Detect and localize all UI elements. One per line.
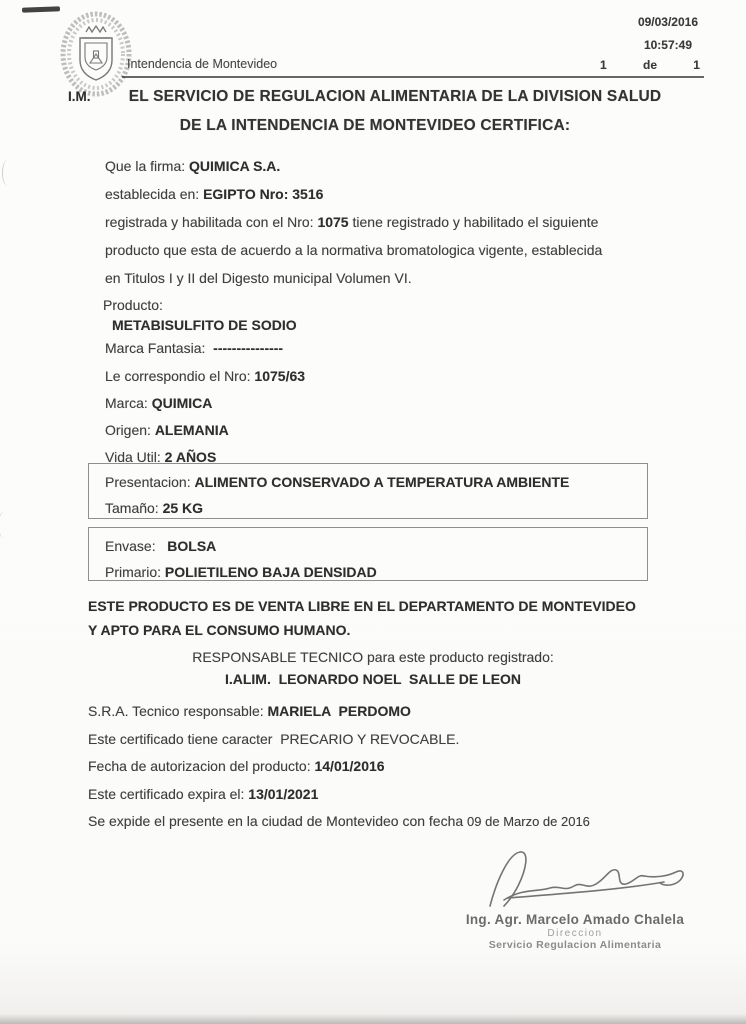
firm-value: QUIMICA S.A. bbox=[189, 158, 281, 174]
org-name: Intendencia de Montevideo bbox=[127, 57, 278, 71]
address-label: establecida en: bbox=[105, 186, 204, 202]
brand-value: QUIMICA bbox=[151, 395, 213, 411]
brand-fantasy-label: Marca Fantasia: bbox=[105, 340, 214, 356]
certificate-title-line1: EL SERVICIO DE REGULACION ALIMENTARIA DE LA DIVISION SALUD bbox=[128, 88, 662, 105]
shelf-life-label: Vida Util: bbox=[105, 449, 165, 465]
address-value: EGIPTO Nro: 3516 bbox=[203, 186, 324, 202]
primary-packaging-label: Primario: bbox=[105, 564, 165, 580]
coat-of-arms-icon bbox=[52, 8, 140, 100]
certificate-title-line2: DE LA INTENDENCIA DE MONTEVIDEO CERTIFICA: bbox=[179, 117, 571, 134]
header-rule bbox=[122, 76, 704, 78]
im-abbrev: I.M. bbox=[68, 89, 91, 104]
signer-role: Direccion bbox=[547, 928, 603, 939]
primary-packaging-value: POLIETILENO BAJA DENSIDAD bbox=[164, 564, 377, 580]
sra-technician-value: MARIELA PERDOMO bbox=[267, 703, 411, 719]
expiration-date-line bbox=[88, 785, 318, 804]
header-date: 09/03/2016 bbox=[637, 15, 698, 29]
assigned-number-value: 1075/63 bbox=[254, 368, 306, 384]
registration-line bbox=[105, 213, 598, 232]
firm-label: Que la firma: bbox=[105, 158, 190, 174]
assigned-number-line bbox=[105, 367, 305, 386]
brand-fantasy-line bbox=[105, 339, 283, 358]
registration-end-line: en Titulos I y II del Digesto municipal Volumen VI. bbox=[105, 270, 412, 286]
presentation-box bbox=[88, 463, 648, 519]
brand-line bbox=[105, 394, 212, 413]
signature-block bbox=[430, 848, 720, 951]
packaging-box bbox=[88, 527, 648, 581]
certificate-character-value: PRECARIO Y REVOCABLE. bbox=[280, 731, 460, 747]
header-pagination bbox=[600, 58, 700, 72]
authorization-date-label: Fecha de autorizacion del producto: bbox=[88, 758, 315, 774]
primary-packaging-line bbox=[105, 563, 647, 582]
presentation-label: Presentacion: bbox=[105, 474, 195, 490]
origin-value: ALEMANIA bbox=[154, 422, 229, 438]
origin-line bbox=[105, 421, 229, 440]
packaging-value: BOLSA bbox=[167, 538, 217, 554]
page-separator: de bbox=[642, 58, 657, 72]
issue-line bbox=[88, 812, 590, 831]
scan-edge-mark bbox=[2, 160, 13, 186]
brand-fantasy-value: --------------- bbox=[213, 340, 284, 356]
free-sale-statement-line1: ESTE PRODUCTO ES DE VENTA LIBRE EN EL DEPARTAMENTO DE MONTEVIDEO bbox=[88, 598, 636, 614]
presentation-value: ALIMENTO CONSERVADO A TEMPERATURA AMBIENTE bbox=[194, 474, 570, 490]
issue-date: 09 de Marzo de 2016 bbox=[467, 814, 590, 829]
presentation-line bbox=[105, 473, 647, 492]
page-edge-shadow bbox=[0, 1014, 746, 1024]
certificate-character-label: Este certificado tiene caracter bbox=[88, 731, 281, 747]
registration-pre: registrada y habilitada con el Nro: bbox=[105, 214, 318, 230]
brand-label: Marca: bbox=[105, 395, 152, 411]
expiration-date-value: 13/01/2021 bbox=[248, 786, 319, 802]
firm-line bbox=[105, 157, 280, 176]
origin-label: Origen: bbox=[105, 422, 155, 438]
expiration-date-label: Este certificado expira el: bbox=[88, 786, 249, 802]
sra-technician-label: S.R.A. Tecnico responsable: bbox=[88, 703, 268, 719]
page-total: 1 bbox=[693, 58, 700, 72]
address-line bbox=[105, 185, 323, 204]
technical-manager-name: I.ALIM. LEONARDO NOEL SALLE DE LEON bbox=[224, 671, 522, 687]
assigned-number-label: Le correspondio el Nro: bbox=[105, 368, 255, 384]
signer-department: Servicio Regulacion Alimentaria bbox=[488, 939, 662, 951]
packaging-label: Envase: bbox=[105, 538, 168, 554]
registration-post: tiene registrado y habilitado el siguiente bbox=[348, 214, 599, 230]
sra-technician-line bbox=[88, 702, 411, 721]
issue-text: Se expide el presente en la ciudad de Montevideo con fecha bbox=[88, 813, 468, 829]
registration-cont-line: producto que esta de acuerdo a la normativa bromatologica vigente, establecida bbox=[105, 242, 603, 258]
technical-manager-heading: RESPONSABLE TECNICO para este producto registrado: bbox=[192, 649, 554, 665]
authorization-date-value: 14/01/2016 bbox=[314, 758, 385, 774]
size-value: 25 KG bbox=[162, 500, 204, 516]
product-value: METABISULFITO DE SODIO bbox=[112, 317, 297, 333]
free-sale-statement-line2: Y APTO PARA EL CONSUMO HUMANO. bbox=[88, 622, 351, 638]
shelf-life-value: 2 AÑOS bbox=[164, 449, 217, 465]
authorization-date-line bbox=[88, 757, 385, 776]
certificate-character-line bbox=[88, 730, 459, 749]
scan-edge-mark bbox=[0, 512, 9, 538]
product-label: Producto: bbox=[103, 297, 163, 313]
packaging-line bbox=[105, 537, 647, 556]
page-current: 1 bbox=[600, 58, 607, 72]
signer-name: Ing. Agr. Marcelo Amado Chalela bbox=[465, 912, 685, 927]
size-line bbox=[105, 499, 647, 518]
registration-number: 1075 bbox=[317, 214, 349, 230]
signature-icon bbox=[468, 848, 708, 910]
header-time: 10:57:49 bbox=[643, 38, 692, 52]
size-label: Tamaño: bbox=[105, 500, 163, 516]
